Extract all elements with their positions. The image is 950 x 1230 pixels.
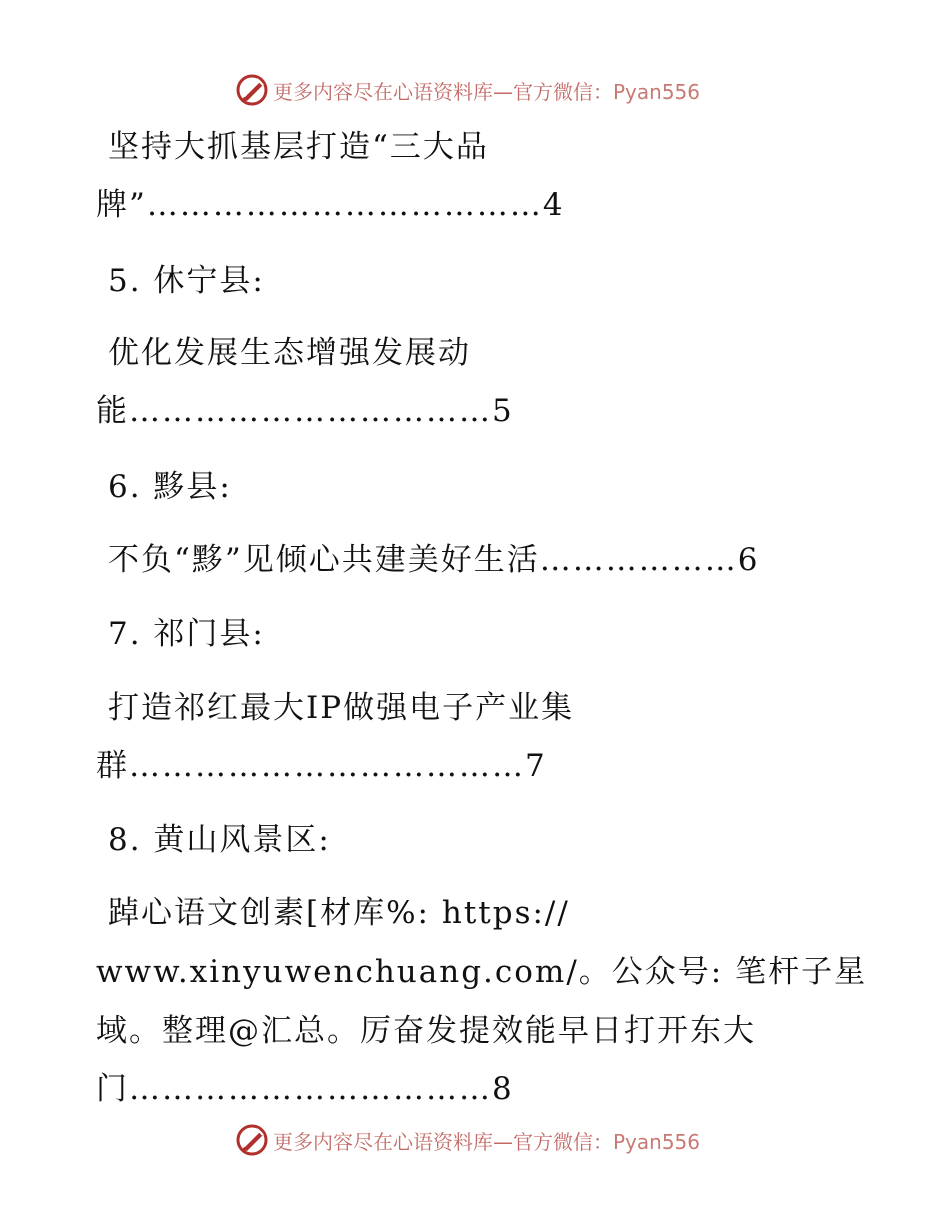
watermark-label: 更多内容尽在心语资料库—官方微信： <box>273 79 613 104</box>
toc-line: 牌”………………………………4 <box>96 187 565 223</box>
toc-line: 坚持大抓基层打造“三大品 <box>108 129 489 165</box>
toc-line: 8. 黄山风景区: <box>108 822 331 858</box>
watermark-label: 更多内容尽在心语资料库—官方微信： <box>273 1129 613 1154</box>
watermark-wechat-id: Pyan556 <box>613 1129 701 1154</box>
toc-line: 能……………………………5 <box>96 393 514 429</box>
toc-line: 优化发展生态增强发展动 <box>108 335 471 371</box>
toc-line: 不负“黟”见倾心共建美好生活………………6 <box>108 542 760 578</box>
footer-watermark <box>235 1120 715 1160</box>
toc-line: 域。整理@汇总。厉奋发提效能早日打开东大 <box>96 1013 756 1049</box>
toc-line: 门……………………………8 <box>96 1071 514 1107</box>
watermark-wechat-id: Pyan556 <box>613 79 701 104</box>
brand-logo-icon <box>235 1123 269 1157</box>
toc-line: 踔心语文创素[材库%: https:// <box>108 895 570 931</box>
toc-line: 打造祁红最大IP做强电子产业集 <box>108 690 575 726</box>
toc-line: 群………………………………7 <box>96 748 547 784</box>
toc-line: 5. 休宁县: <box>108 263 265 299</box>
header-watermark <box>235 70 715 110</box>
brand-logo-icon <box>235 73 269 107</box>
toc-line: 6. 黟县: <box>108 469 232 505</box>
watermark-text <box>273 1126 700 1155</box>
watermark-text <box>273 76 700 105</box>
toc-line: 7. 祁门县: <box>108 616 265 652</box>
toc-line: www.xinyuwenchuang.com/。公众号: 笔杆子星 <box>96 954 868 990</box>
